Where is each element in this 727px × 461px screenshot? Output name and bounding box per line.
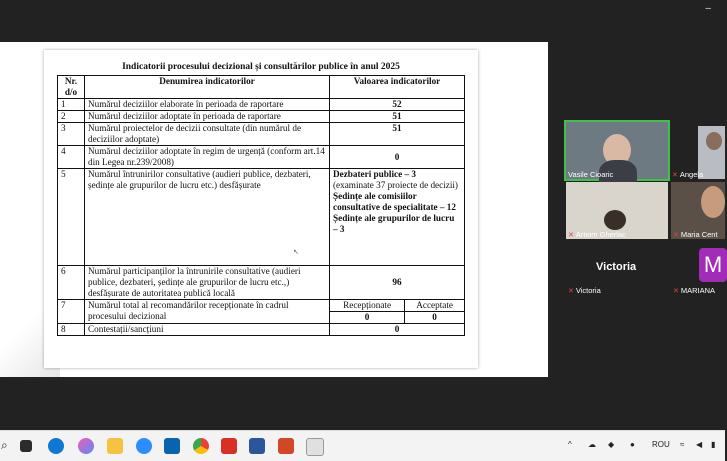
- value-line: Ședințe ale grupurilor de lucru – 3: [333, 213, 455, 234]
- table-row: [58, 169, 465, 266]
- windows-taskbar: [0, 430, 725, 461]
- avatar: [706, 132, 722, 150]
- participant-tile-mariana[interactable]: [671, 242, 725, 299]
- angela-name-bar: [676, 168, 698, 179]
- row-name: Numărul deciziilor adoptate în perioada de raportare: [85, 111, 330, 123]
- received-label: Recepționate: [330, 300, 405, 312]
- recommendations-subtable: [330, 300, 464, 323]
- outlook-icon[interactable]: [164, 438, 180, 454]
- row-value: [330, 300, 465, 324]
- participant-tile-victoria[interactable]: [566, 242, 668, 299]
- accepted-label: Acceptate: [405, 300, 464, 312]
- row-name: Numărul total al recomandărilor recepționate în cadrul procesului decizional: [85, 300, 330, 324]
- row-nr: 2: [58, 111, 85, 123]
- table-row: [58, 266, 465, 300]
- participant-name: Artiom Gherlac: [575, 230, 626, 239]
- accepted-value: 0: [432, 312, 437, 322]
- row-value: 51: [330, 111, 465, 123]
- chevron-up-icon[interactable]: ^: [568, 440, 572, 449]
- participant-name: Vasile Cioaric: [568, 170, 614, 179]
- participant-tile-artiom[interactable]: [566, 182, 668, 239]
- row-name: Numărul deciziilor elaborate în perioada de raportare: [85, 99, 330, 111]
- file-explorer-icon[interactable]: [107, 438, 123, 454]
- battery-icon[interactable]: ▮: [711, 440, 716, 449]
- volume-icon[interactable]: ◀: [696, 440, 703, 449]
- row-value: [330, 169, 465, 266]
- participant-tile-maria[interactable]: [671, 182, 725, 239]
- document-page: [44, 50, 478, 368]
- row-name: Numărul proiectelor de decizii consultate (din numărul de deciziilor adoptate): [85, 123, 330, 146]
- avatar: [604, 210, 626, 230]
- table-header-row: [58, 76, 465, 99]
- row-value: 0: [330, 324, 465, 336]
- value-line: Ședințe ale comisiilor consultative de specialitate – 12: [333, 191, 456, 212]
- mic-muted-icon: ✕: [672, 171, 678, 179]
- header-nr: Nr. d/o: [58, 76, 85, 99]
- word-icon[interactable]: [249, 438, 265, 454]
- row-name: Numărul participanților la întrunirile consultative (audieri publice, dezbateri, ședințe ale grupurilor de lucru etc.,) desfășurate de autoritatea publică locală: [85, 266, 330, 300]
- calculator-icon[interactable]: [306, 438, 324, 456]
- row-nr: 5: [58, 169, 85, 266]
- meeting-top-bar: [0, 0, 725, 42]
- mic-muted-icon: ✕: [568, 287, 574, 295]
- zoom-icon[interactable]: [136, 438, 152, 454]
- row-value: 96: [330, 266, 465, 300]
- minimize-icon[interactable]: –: [705, 3, 711, 14]
- row-nr: 3: [58, 123, 85, 146]
- table-row: [58, 123, 465, 146]
- avatar: M: [699, 248, 727, 282]
- wps-office-icon[interactable]: [221, 438, 237, 454]
- value-line: (examinate 37 proiecte de decizii): [333, 180, 458, 190]
- table-row: [58, 146, 465, 169]
- participant-name: Angela: [679, 170, 704, 179]
- participant-name: Victoria: [575, 286, 601, 295]
- cloud-icon[interactable]: ☁: [588, 440, 596, 449]
- participant-tile-vasile[interactable]: [566, 122, 668, 179]
- row-nr: 8: [58, 324, 85, 336]
- table-row: [58, 324, 465, 336]
- participant-name: MARIANA: [680, 286, 716, 295]
- input-language[interactable]: ROU: [652, 440, 670, 449]
- row-nr: 4: [58, 146, 85, 169]
- row-value: 52: [330, 99, 465, 111]
- row-name: Numărul întrunirilor consultative (audieri publice, dezbateri, ședințe ale grupurilor de lucru etc.) desfășurate: [85, 169, 330, 266]
- microphone-icon[interactable]: ●: [630, 440, 635, 449]
- row-value: 51: [330, 123, 465, 146]
- participant-name: Maria Cent: [680, 230, 718, 239]
- mic-muted-icon: ✕: [568, 231, 574, 239]
- table-row: [58, 111, 465, 123]
- powerpoint-icon[interactable]: [278, 438, 294, 454]
- mic-muted-icon: ✕: [673, 287, 679, 295]
- table-row: [58, 99, 465, 111]
- row-nr: 6: [58, 266, 85, 300]
- row-name: Contestații/sancțiuni: [85, 324, 330, 336]
- participant-tile-angela[interactable]: [672, 126, 725, 179]
- row-value: 0: [330, 146, 465, 169]
- received-value: 0: [330, 312, 405, 324]
- shield-icon[interactable]: ◆: [608, 440, 615, 449]
- value-line: Dezbateri publice – 3: [333, 169, 416, 179]
- copilot-icon[interactable]: [78, 438, 94, 454]
- row-name: Numărul deciziilor adoptate în regim de urgență (conform art.14 din Legea nr.239/2008): [85, 146, 330, 169]
- avatar: [701, 186, 725, 218]
- wifi-icon[interactable]: ≈: [680, 440, 685, 449]
- table-row: [58, 300, 465, 324]
- chrome-icon[interactable]: [193, 438, 209, 454]
- edge-browser-icon[interactable]: [48, 438, 64, 454]
- header-name: Denumirea indicatorilor: [85, 76, 330, 99]
- row-nr: 1: [58, 99, 85, 111]
- shared-screen: [0, 42, 548, 377]
- header-value: Valoarea indicatorilor: [330, 76, 465, 99]
- task-view-icon[interactable]: [20, 440, 32, 452]
- participant-big-name: Victoria: [596, 261, 637, 273]
- document-title: Indicatorii procesului decizional și consultărilor publice în anul 2025: [122, 62, 400, 72]
- indicators-table: [57, 75, 465, 336]
- search-icon[interactable]: ⌕: [1, 438, 8, 452]
- row-nr: 7: [58, 300, 85, 324]
- mic-muted-icon: ✕: [673, 231, 679, 239]
- mouse-cursor-icon: ↖: [293, 249, 299, 256]
